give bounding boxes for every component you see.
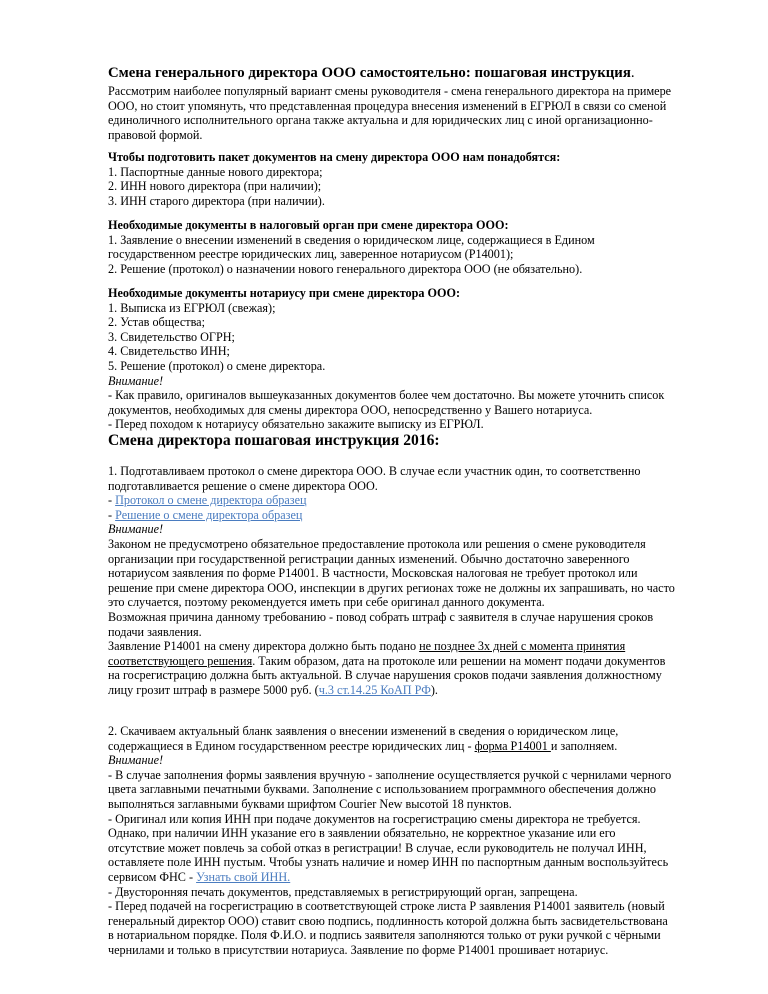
list-item: 4. Свидетельство ИНН;	[108, 344, 230, 359]
step-line: 1. Подготавливаем протокол о смене директора ООО. В случае если участник один, то соответственно	[108, 464, 641, 478]
step-line: подготавливается решение о смене директора ООО.	[108, 478, 378, 493]
intro-paragraph	[108, 84, 704, 142]
attention-label: Внимание!	[108, 522, 164, 537]
note-line: - Как правило, оригиналов вышеуказанных документов более чем достаточно. Вы можете уточнить список	[108, 388, 665, 403]
step-2	[108, 724, 704, 958]
body-line: - Перед подачей на госрегистрацию в соответствующей строке листа Р заявления Р14001 заявитель (новый	[108, 899, 665, 914]
tax-docs-heading: Необходимые документы в налоговый орган при смене директора ООО:	[108, 218, 509, 232]
note-line: - Перед походом к нотариусу обязательно закажите выписку из ЕГРЮЛ.	[108, 417, 484, 432]
prep-heading: Чтобы подготовить пакет документов на смену директора ООО нам понадобятся:	[108, 150, 561, 164]
body-line: решение при смене директора ООО, инспекции в других регионах тоже не должны их запрашивать, но часто	[108, 580, 675, 595]
tax-docs-section	[108, 218, 704, 276]
body-line: цвета заглавными печатными буквами. Заполнение с использованием программного обеспечения должно	[108, 782, 656, 797]
body-line: оставляете поле ИНН пустым. Чтобы узнать наличие и номер ИНН по паспортным данным воспользуйтесь	[108, 855, 669, 870]
intro-line: Рассмотрим наиболее популярный вариант смены руководителя - смена генерального директора на примере	[108, 84, 672, 98]
inn-line	[108, 870, 704, 885]
notary-docs-heading: Необходимые документы нотариусу при смене директора ООО:	[108, 286, 461, 300]
text: ).	[430, 682, 438, 697]
note-line: документов, необходимых для смены директора ООО, непосредственно у Вашего нотариуса.	[108, 402, 593, 417]
inn-service-link[interactable]: Узнать свой ИНН.	[196, 869, 291, 884]
body-line: подачи заявления.	[108, 624, 202, 639]
body-line: генеральный директор ООО) ставит свою подпись, подлинность которой должна быть засвидетельствована	[108, 913, 668, 928]
intro-line: ООО, но стоит упомянуть, что представленная процедура внесения изменений в ЕГРЮЛ в связи со сменой	[108, 98, 667, 113]
body-line: чернилами и только в присутствии нотариуса. Заявление по форме Р14001 прошивает нотариус.	[108, 942, 609, 957]
fine-line	[108, 683, 704, 698]
page-title	[108, 65, 704, 82]
prep-section	[108, 150, 704, 208]
list-item: 1. Заявление о внесении изменений в сведения о юридическом лице, содержащиеся в Едином	[108, 232, 595, 247]
body-line: - Оригинал или копия ИНН при подаче документов на госрегистрацию смены директора не требуется.	[108, 811, 641, 826]
text: лицу грозит штраф в размере 5000 руб. (	[108, 682, 319, 697]
body-line: отсутствие может повлечь за собой отказ в регистрации! В случае, если руководитель не получал ИНН,	[108, 840, 647, 855]
list-item: 2. ИНН нового директора (при наличии);	[108, 179, 322, 194]
deadline-underlined: соответствующего решения	[108, 653, 253, 668]
intro-line: правовой формой.	[108, 127, 203, 142]
body-line: Возможная причина данному требованию - повод собрать штраф с заявителя в случае нарушения сроков	[108, 609, 654, 624]
list-item: 1. Выписка из ЕГРЮЛ (свежая);	[108, 300, 276, 315]
list-item: 3. ИНН старого директора (при наличии).	[108, 193, 325, 208]
link-line	[108, 493, 704, 508]
list-item: 5. Решение (протокол) о смене директора.	[108, 358, 326, 373]
body-line: Законом не предусмотрено обязательное предоставление протокола или решения о смене руководителя	[108, 536, 646, 551]
text: содержащиеся в Едином государственном реестре юридических лиц -	[108, 738, 475, 753]
link-line	[108, 508, 704, 523]
text: Заявление Р14001 на смену директора должно быть подано	[108, 639, 420, 654]
body-line: это случается, поэтому рекомендуется иметь при себе оригинал данного документа.	[108, 595, 545, 610]
attention-label: Внимание!	[108, 753, 164, 768]
notary-docs-section	[108, 286, 704, 432]
body-line: организации при государственной регистрации данных изменений. Обычно достаточно заверенного	[108, 551, 630, 566]
body-line: Однако, при наличии ИНН указание его в заявлении обязательно, не корректное указание или его	[108, 826, 616, 841]
body-line: в нотариальном порядке. Поля Ф.И.О. и подпись заявителя заполняются только от руки ручкой с чёрными	[108, 928, 661, 943]
page-title-text: Смена генерального директора ООО самостоятельно: пошаговая инструкция	[108, 65, 631, 81]
decision-sample-link[interactable]: Решение о смене директора образец	[115, 507, 303, 522]
body-line: - В случае заполнения формы заявления вручную - заполнение осуществляется ручкой с чернилами черного	[108, 767, 672, 782]
list-item: 3. Свидетельство ОГРН;	[108, 329, 235, 344]
body-line: выполняться заглавными буквами шрифтом Courier New высотой 18 пунктов.	[108, 796, 512, 811]
section-title: Смена директора пошаговая инструкция 2016:	[108, 432, 440, 449]
attention-label: Внимание!	[108, 373, 164, 388]
step-line	[108, 739, 704, 754]
deadline-line	[108, 654, 704, 669]
dash: -	[108, 507, 116, 522]
form-p14001-text: форма Р14001	[474, 738, 551, 753]
text: сервисом ФНС -	[108, 869, 197, 884]
body-line: нотариусом заявления по форме Р14001. В частности, Московская налоговая не требует протокол или	[108, 566, 638, 581]
text: и заполняем.	[550, 738, 618, 753]
koap-link[interactable]: ч.3 ст.14.25 КоАП РФ	[318, 682, 431, 697]
deadline-underlined: не позднее 3х дней с момента принятия	[419, 639, 626, 654]
body-line: на госрегистрацию должна быть актуальной. В случае нарушения сроков подачи заявления должностному	[108, 668, 662, 683]
list-item: государственном реестре юридических лиц, заверенное нотариусом (Р14001);	[108, 247, 514, 262]
list-item: 1. Паспортные данные нового директора;	[108, 164, 323, 179]
list-item: 2. Устав общества;	[108, 315, 205, 330]
step-1	[108, 464, 704, 698]
text: . Таким образом, дата на протоколе или решении на момент подачи документов	[252, 653, 666, 668]
list-item: 2. Решение (протокол) о назначении нового генерального директора ООО (не обязательно).	[108, 261, 583, 276]
deadline-line	[108, 639, 704, 654]
step-line: 2. Скачиваем актуальный бланк заявления о внесении изменений в сведения о юридическом лице,	[108, 724, 619, 738]
dash: -	[108, 493, 116, 508]
body-line: - Двусторонняя печать документов, представляемых в регистрирующий орган, запрещена.	[108, 884, 578, 899]
page-title-dot: .	[630, 65, 635, 81]
intro-line: единоличного исполнительного органа также актуальна и для юридических лиц с иной организационно-	[108, 113, 653, 128]
protocol-sample-link[interactable]: Протокол о смене директора образец	[115, 493, 307, 508]
